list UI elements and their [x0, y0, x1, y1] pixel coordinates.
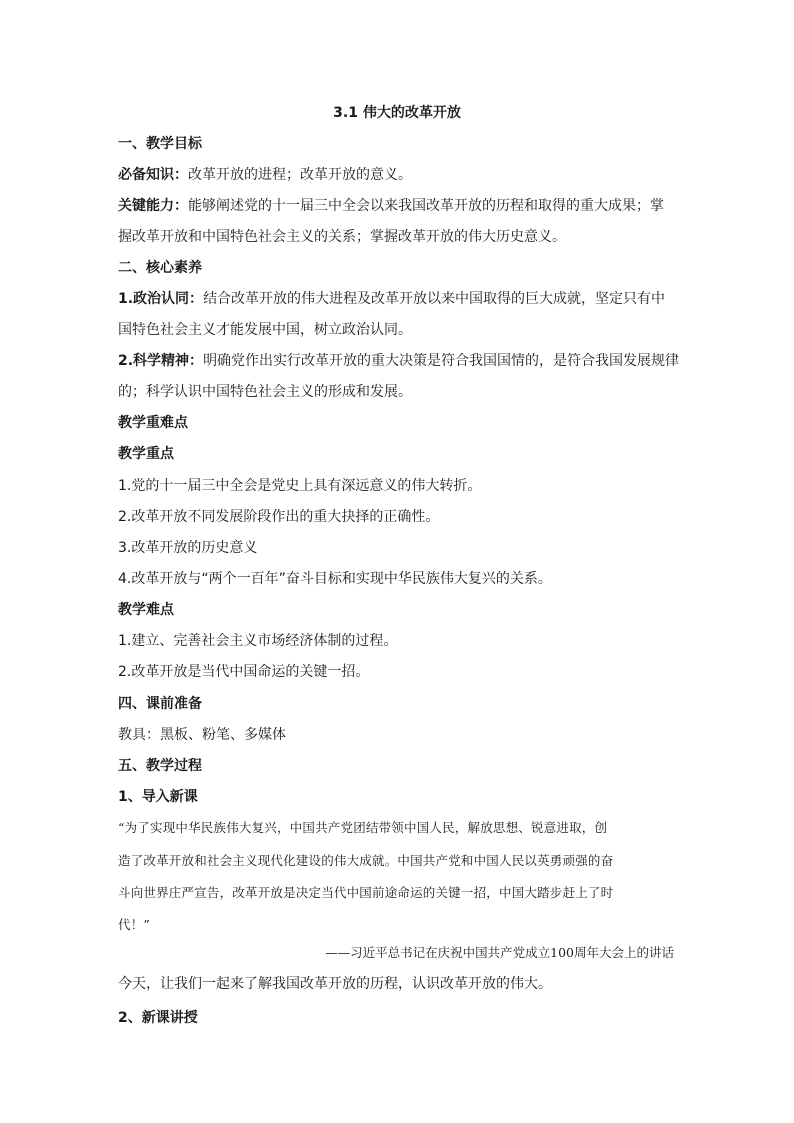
ability-text-line2: 握改革开放和中国特色社会主义的关系；掌握改革开放的伟大历史意义。	[118, 229, 566, 245]
section-heading-literacy: 二、核心素养	[118, 260, 202, 276]
ability-text-line1: 能够阐述党的十一届三中全会以来我国改革开放的历程和取得的重大成果；掌	[188, 198, 664, 214]
quote-line: 斗向世界庄严宣告，改革开放是决定当代中国前途命运的关键一招，中国大踏步赶上了时	[118, 885, 614, 900]
literacy2-text-line2: 的；科学认识中国特色社会主义的形成和发展。	[118, 384, 412, 400]
knowledge-paragraph	[118, 165, 678, 185]
intro-paragraph: 今天，让我们一起来了解我国改革开放的历程，认识改革开放的伟大。	[118, 976, 552, 992]
step-heading-intro: 1、导入新课	[118, 789, 198, 805]
literacy1-paragraph	[118, 289, 678, 309]
section-heading-process: 五、教学过程	[118, 758, 202, 774]
heading-key-points: 教学重点	[118, 446, 174, 462]
literacy1-text-line2: 国特色社会主义才能发展中国，树立政治认同。	[118, 322, 412, 338]
key-point-item: 1.党的十一届三中全会是党史上具有深远意义的伟大转折。	[118, 478, 482, 494]
literacy1-label: 1.政治认同：	[118, 291, 204, 307]
heading-hard-points: 教学难点	[118, 602, 174, 618]
page-title: 3.1 伟大的改革开放	[333, 105, 461, 121]
ability-label: 关键能力：	[118, 198, 188, 214]
quote-attribution: ——习近平总书记在庆祝中国共产党成立100周年大会上的讲话	[325, 945, 674, 960]
knowledge-text: 改革开放的进程；改革开放的意义。	[188, 167, 412, 183]
key-point-item: 2.改革开放不同发展阶段作出的重大抉择的正确性。	[118, 509, 440, 525]
step-heading-new-lesson: 2、新课讲授	[118, 1010, 198, 1026]
knowledge-label: 必备知识：	[118, 167, 188, 183]
quote-line: 造了改革开放和社会主义现代化建设的伟大成就。中国共产党和中国人民以英勇顽强的奋	[118, 853, 614, 868]
hard-point-item: 2.改革开放是当代中国命运的关键一招。	[118, 664, 370, 680]
hard-point-item: 1.建立、完善社会主义市场经济体制的过程。	[118, 633, 398, 649]
ability-paragraph	[118, 196, 678, 216]
heading-key-difficult-points: 教学重难点	[118, 415, 188, 431]
quote-line: 代！”	[118, 917, 150, 932]
quote-line: “为了实现中华民族伟大复兴，中国共产党团结带领中国人民，解放思想、锐意进取，创	[118, 820, 608, 835]
key-point-item: 3.改革开放的历史意义	[118, 540, 258, 556]
teaching-tools: 教具：黑板、粉笔、多媒体	[118, 727, 286, 743]
key-point-item: 4.改革开放与“两个一百年”奋斗目标和实现中华民族伟大复兴的关系。	[118, 571, 552, 587]
section-heading-preparation: 四、课前准备	[118, 696, 202, 712]
literacy2-label: 2.科学精神：	[118, 353, 204, 369]
literacy1-text-line1: 结合改革开放的伟大进程及改革开放以来中国取得的巨大成就，坚定只有中	[203, 291, 666, 307]
section-heading-objectives: 一、教学目标	[118, 136, 202, 152]
literacy2-text-line1: 明确党作出实行改革开放的重大决策是符合我国国情的，是符合我国发展规律	[203, 353, 680, 369]
literacy2-paragraph	[118, 351, 678, 371]
